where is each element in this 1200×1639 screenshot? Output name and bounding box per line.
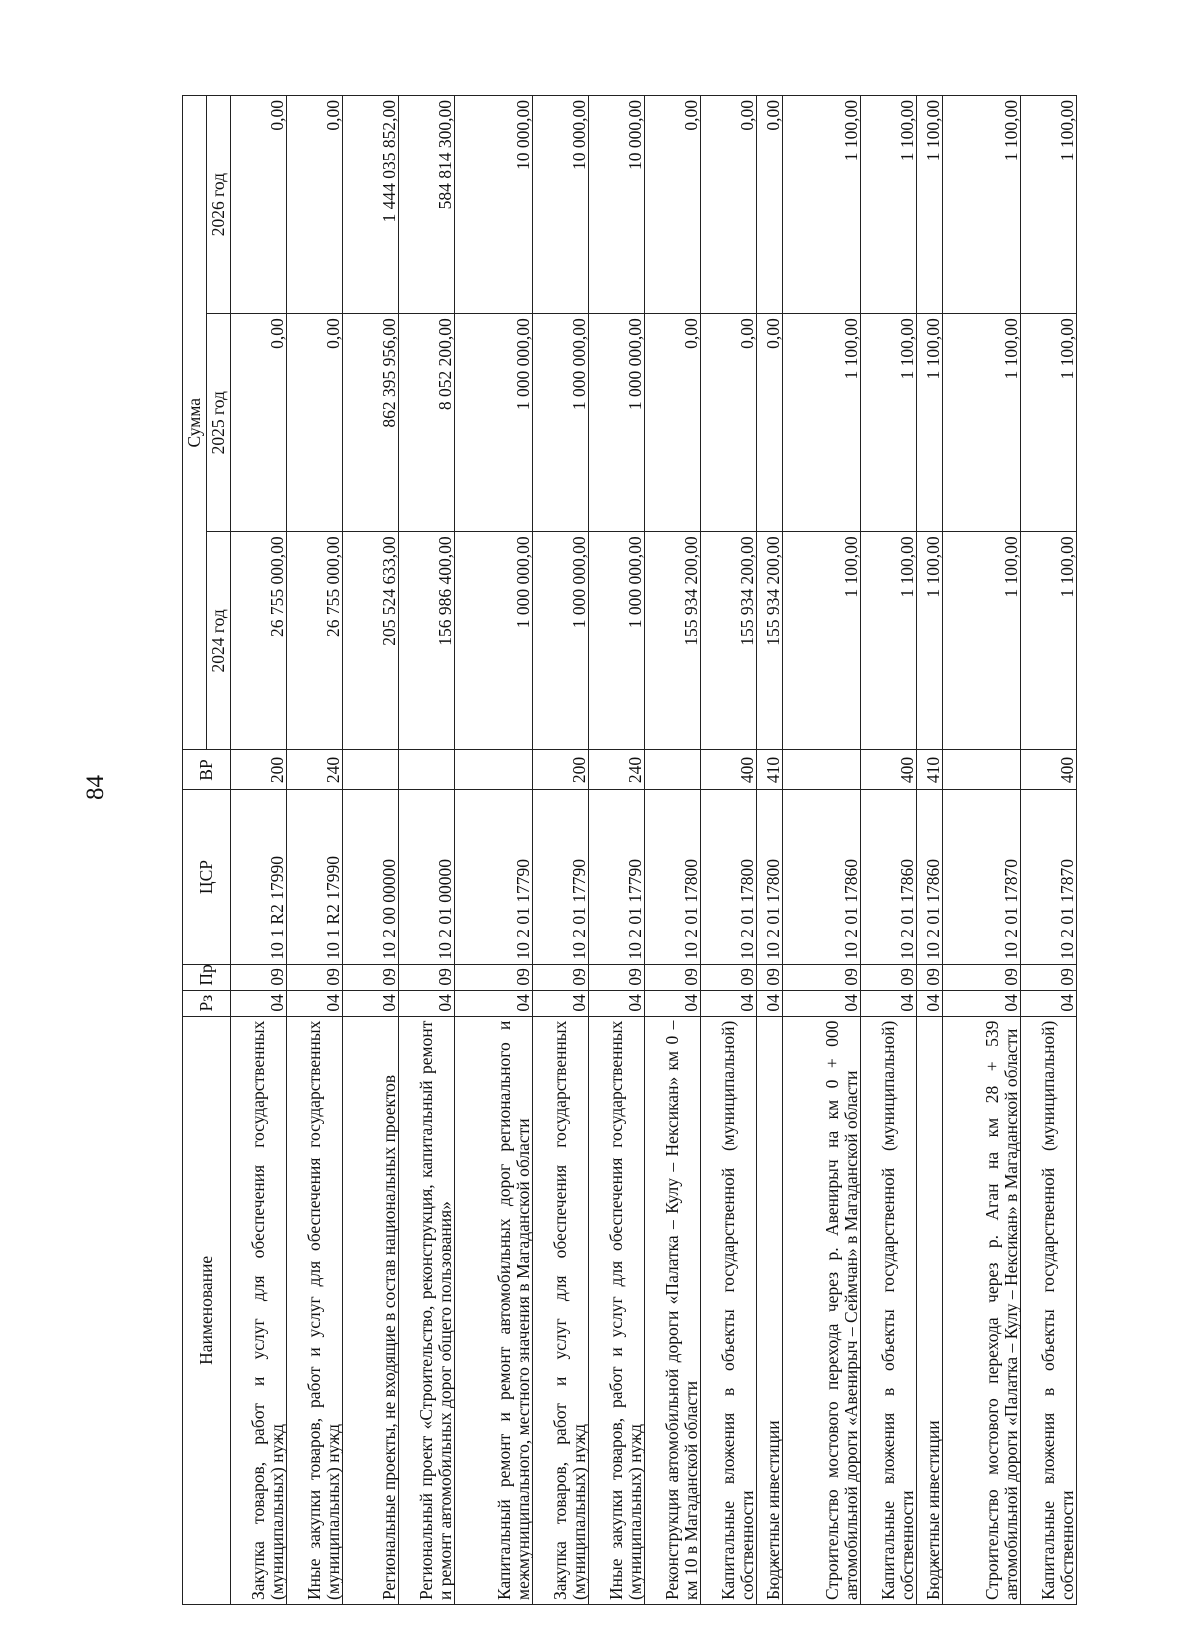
row-name-cell: Иные закупки товаров, работ и услуг для обеспечения государственных (муниципальных) нужд [589, 1016, 645, 1604]
table-row [231, 96, 287, 1605]
row-vr-cell [455, 750, 533, 790]
table-row [861, 96, 917, 1605]
row-vr-cell [645, 750, 701, 790]
row-name-cell: Капитальный ремонт и ремонт автомобильных дорог регионального и межмуниципального, местного значения в Магаданской области [455, 1016, 533, 1604]
row-rz-cell: 04 [399, 990, 455, 1016]
row-vr-cell: 400 [701, 750, 757, 790]
header-sum: Сумма [183, 96, 207, 750]
row-rz-cell: 04 [533, 990, 589, 1016]
row-pr-cell: 09 [783, 964, 861, 990]
header-name: Наименование [183, 1016, 231, 1604]
row-2024-cell: 1 100,00 [943, 532, 1021, 750]
table-row [757, 96, 783, 1605]
header-pr: Пр [183, 964, 231, 990]
row-2026-cell: 10 000,00 [589, 96, 645, 314]
row-csr-cell: 10 2 01 17870 [1021, 790, 1077, 964]
table-row [399, 96, 455, 1605]
row-vr-cell: 400 [861, 750, 917, 790]
row-rz-cell: 04 [943, 990, 1021, 1016]
table-row [343, 96, 399, 1605]
row-2025-cell: 1 000 000,00 [589, 314, 645, 532]
row-name-cell: Строительство мостового перехода через р. Авенирыч на км 0 + 000 автомобильной дороги «Авенирыч – Сеймчан» в Магаданской области [783, 1016, 861, 1604]
row-csr-cell: 10 2 01 17860 [783, 790, 861, 964]
row-2026-cell: 1 100,00 [917, 96, 943, 314]
row-rz-cell: 04 [231, 990, 287, 1016]
row-rz-cell: 04 [455, 990, 533, 1016]
row-2026-cell: 0,00 [701, 96, 757, 314]
row-2025-cell: 0,00 [287, 314, 343, 532]
row-pr-cell: 09 [757, 964, 783, 990]
row-name-cell: Бюджетные инвестиции [917, 1016, 943, 1604]
row-rz-cell: 04 [343, 990, 399, 1016]
row-2024-cell: 1 000 000,00 [455, 532, 533, 750]
row-2026-cell: 10 000,00 [533, 96, 589, 314]
row-name-cell: Иные закупки товаров, работ и услуг для обеспечения государственных (муниципальных) нужд [287, 1016, 343, 1604]
row-csr-cell: 10 2 01 17790 [455, 790, 533, 964]
row-2025-cell: 1 100,00 [1021, 314, 1077, 532]
row-2026-cell: 1 100,00 [783, 96, 861, 314]
row-csr-cell: 10 2 01 17800 [645, 790, 701, 964]
row-2026-cell: 1 100,00 [943, 96, 1021, 314]
row-2024-cell: 1 100,00 [783, 532, 861, 750]
row-2026-cell: 0,00 [757, 96, 783, 314]
page-number: 84 [82, 775, 109, 800]
row-2025-cell: 1 100,00 [783, 314, 861, 532]
row-csr-cell: 10 2 01 17860 [917, 790, 943, 964]
row-2025-cell: 1 100,00 [943, 314, 1021, 532]
table-row [783, 96, 861, 1605]
row-name-cell: Закупка товаров, работ и услуг для обеспечения государственных (муниципальных) нужд [231, 1016, 287, 1604]
header-2025: 2025 год [207, 314, 231, 532]
row-2024-cell: 26 755 000,00 [231, 532, 287, 750]
row-vr-cell: 400 [1021, 750, 1077, 790]
row-pr-cell: 09 [943, 964, 1021, 990]
row-pr-cell: 09 [287, 964, 343, 990]
row-rz-cell: 04 [861, 990, 917, 1016]
row-vr-cell [783, 750, 861, 790]
table-row [287, 96, 343, 1605]
budget-table [182, 95, 1077, 1605]
row-rz-cell: 04 [701, 990, 757, 1016]
row-2024-cell: 1 100,00 [1021, 532, 1077, 750]
table-row [533, 96, 589, 1605]
row-2024-cell: 155 934 200,00 [645, 532, 701, 750]
row-rz-cell: 04 [589, 990, 645, 1016]
row-2024-cell: 155 934 200,00 [701, 532, 757, 750]
row-2025-cell: 8 052 200,00 [399, 314, 455, 532]
row-2024-cell: 205 524 633,00 [343, 532, 399, 750]
row-rz-cell: 04 [917, 990, 943, 1016]
row-2024-cell: 1 000 000,00 [589, 532, 645, 750]
row-csr-cell: 10 2 01 17870 [943, 790, 1021, 964]
header-2026: 2026 год [207, 96, 231, 314]
header-vr: ВР [183, 750, 231, 790]
header-rz: Рз [183, 990, 231, 1016]
row-2026-cell: 1 100,00 [1021, 96, 1077, 314]
row-csr-cell: 10 1 R2 17990 [287, 790, 343, 964]
row-rz-cell: 04 [645, 990, 701, 1016]
row-2025-cell: 1 100,00 [861, 314, 917, 532]
row-csr-cell: 10 2 01 00000 [399, 790, 455, 964]
row-2025-cell: 0,00 [645, 314, 701, 532]
row-name-cell: Капитальные вложения в объекты государственной (муниципальной) собственности [861, 1016, 917, 1604]
row-2024-cell: 26 755 000,00 [287, 532, 343, 750]
row-vr-cell [399, 750, 455, 790]
row-vr-cell: 410 [757, 750, 783, 790]
row-2025-cell: 862 395 956,00 [343, 314, 399, 532]
row-rz-cell: 04 [1021, 990, 1077, 1016]
row-pr-cell: 09 [589, 964, 645, 990]
row-2026-cell: 10 000,00 [455, 96, 533, 314]
row-csr-cell: 10 2 00 00000 [343, 790, 399, 964]
row-csr-cell: 10 2 01 17790 [589, 790, 645, 964]
budget-table-rotated [182, 95, 1114, 1605]
row-2024-cell: 1 100,00 [917, 532, 943, 750]
row-pr-cell: 09 [701, 964, 757, 990]
row-csr-cell: 10 2 01 17860 [861, 790, 917, 964]
row-2025-cell: 0,00 [757, 314, 783, 532]
row-2026-cell: 0,00 [645, 96, 701, 314]
row-2024-cell: 1 000 000,00 [533, 532, 589, 750]
table-row [1021, 96, 1077, 1605]
row-name-cell: Бюджетные инвестиции [757, 1016, 783, 1604]
table-row [701, 96, 757, 1605]
table-row [645, 96, 701, 1605]
row-name-cell: Реконструкция автомобильной дороги «Палатка – Кулу – Нексикан» км 0 – км 10 в Магаданской области [645, 1016, 701, 1604]
row-2026-cell: 1 444 035 852,00 [343, 96, 399, 314]
row-csr-cell: 10 1 R2 17990 [231, 790, 287, 964]
row-rz-cell: 04 [783, 990, 861, 1016]
row-2026-cell: 0,00 [287, 96, 343, 314]
row-name-cell: Закупка товаров, работ и услуг для обеспечения государственных (муниципальных) нужд [533, 1016, 589, 1604]
row-vr-cell [943, 750, 1021, 790]
row-2024-cell: 156 986 400,00 [399, 532, 455, 750]
row-pr-cell: 09 [1021, 964, 1077, 990]
row-vr-cell: 200 [231, 750, 287, 790]
row-rz-cell: 04 [757, 990, 783, 1016]
row-pr-cell: 09 [533, 964, 589, 990]
row-name-cell: Капитальные вложения в объекты государственной (муниципальной) собственности [701, 1016, 757, 1604]
row-csr-cell: 10 2 01 17790 [533, 790, 589, 964]
header-csr: ЦСР [183, 790, 231, 964]
row-vr-cell [343, 750, 399, 790]
row-csr-cell: 10 2 01 17800 [701, 790, 757, 964]
row-2026-cell: 0,00 [231, 96, 287, 314]
table-row [917, 96, 943, 1605]
header-2024: 2024 год [207, 532, 231, 750]
row-pr-cell: 09 [861, 964, 917, 990]
row-vr-cell: 240 [589, 750, 645, 790]
row-pr-cell: 09 [231, 964, 287, 990]
row-name-cell: Строительство мостового перехода через р. Аган на км 28 + 539 автомобильной дороги «Палатка – Кулу – Нексикан» в Магаданской области [943, 1016, 1021, 1604]
table-row [589, 96, 645, 1605]
row-2024-cell: 1 100,00 [861, 532, 917, 750]
row-2025-cell: 1 100,00 [917, 314, 943, 532]
row-pr-cell: 09 [917, 964, 943, 990]
row-pr-cell: 09 [399, 964, 455, 990]
row-2025-cell: 1 000 000,00 [455, 314, 533, 532]
row-2025-cell: 1 000 000,00 [533, 314, 589, 532]
row-csr-cell: 10 2 01 17800 [757, 790, 783, 964]
header-row-1 [183, 96, 207, 1605]
table-body [231, 96, 1077, 1605]
row-name-cell: Капитальные вложения в объекты государственной (муниципальной) собственности [1021, 1016, 1077, 1604]
row-2026-cell: 584 814 300,00 [399, 96, 455, 314]
row-vr-cell: 410 [917, 750, 943, 790]
row-2026-cell: 1 100,00 [861, 96, 917, 314]
row-rz-cell: 04 [287, 990, 343, 1016]
row-name-cell: Региональный проект «Строительство, реконструкция, капитальный ремонт и ремонт автомобильных дорог общего пользования» [399, 1016, 455, 1604]
row-vr-cell: 240 [287, 750, 343, 790]
table-row [455, 96, 533, 1605]
row-pr-cell: 09 [455, 964, 533, 990]
table-row [943, 96, 1021, 1605]
row-pr-cell: 09 [343, 964, 399, 990]
row-2025-cell: 0,00 [701, 314, 757, 532]
row-2025-cell: 0,00 [231, 314, 287, 532]
row-2024-cell: 155 934 200,00 [757, 532, 783, 750]
row-pr-cell: 09 [645, 964, 701, 990]
row-vr-cell: 200 [533, 750, 589, 790]
row-name-cell: Региональные проекты, не входящие в состав национальных проектов [343, 1016, 399, 1604]
